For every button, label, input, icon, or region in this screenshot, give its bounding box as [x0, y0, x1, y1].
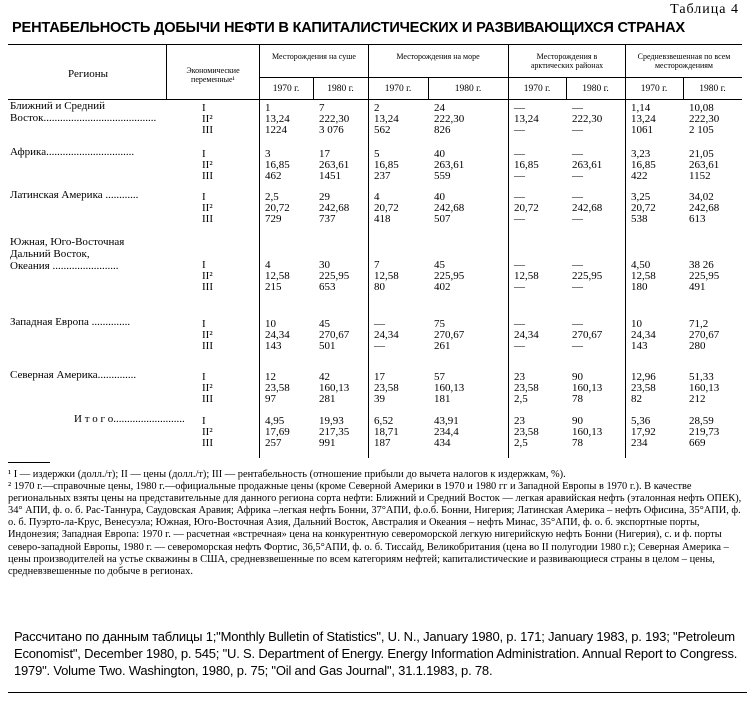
table-cell: 418 [374, 213, 391, 225]
table-cell: 729 [265, 213, 282, 225]
table-cell: 225,95 [319, 270, 350, 282]
table-cell: — [572, 191, 583, 203]
table-cell: 6,52 [374, 415, 394, 427]
table-cell: 13,24 [374, 113, 399, 125]
table-cell: 1152 [689, 170, 711, 182]
table-cell: 20,72 [631, 202, 656, 214]
table-cell: 4 [265, 259, 271, 271]
table-cell: 181 [434, 393, 451, 405]
table-cell: 263,61 [689, 159, 720, 171]
table-cell: 225,95 [572, 270, 603, 282]
table-cell: 12,96 [631, 371, 656, 383]
table-cell: 38 26 [689, 259, 714, 271]
table-cell: 270,67 [572, 329, 603, 341]
table-cell: 78 [572, 393, 583, 405]
header-year: 1980 г. [582, 84, 609, 94]
table-cell: 234 [631, 437, 648, 449]
table-cell: 10 [265, 318, 276, 330]
table-cell: 234,4 [434, 426, 459, 438]
table-cell: — [572, 102, 583, 114]
table-cell: 18,71 [374, 426, 399, 438]
table-cell: 40 [434, 148, 445, 160]
table-cell: 187 [374, 437, 391, 449]
table-cell: 23,58 [514, 426, 539, 438]
table-cell: 16,85 [265, 159, 290, 171]
table-cell: 2,5 [514, 393, 528, 405]
table-cell: 2 [374, 102, 380, 114]
var-label: III [202, 170, 213, 182]
table-cell: — [572, 170, 583, 182]
table-cell: 23 [514, 415, 525, 427]
table-cell: 1 [265, 102, 271, 114]
header-group-weighted: Средневзвешенная по всем месторождениям [637, 52, 731, 70]
table-cell: 991 [319, 437, 336, 449]
table-cell: 51,33 [689, 371, 714, 383]
table-cell: 57 [434, 371, 445, 383]
table-cell: 2 105 [689, 124, 714, 136]
table-cell: 43,91 [434, 415, 459, 427]
var-label: I [202, 148, 206, 160]
footnote-2: ² 1970 г.—справочные цены, 1980 г.—официальные продажные цены (кроме Северной Америки в 1970 и 1980 гг и Западной Европы в 1970 г.). В качестве региональных взяты цены на представительные для данного региона сорта нефти: Ближний и Средний Восток — легкая аравийская нефть (эталонная нефть ОПЕК), 34° АПИ, ф. о. б. Рас-Таннура, Саудовская Аравия; Африка –легкая нефть Бонни, 37°АПИ, ф.о.б. Бонни, Нигерия; Латинская Америка – нефть Офисина, 35°АПИ, ф. о. б. Пуэрто-ла-Крус, Венесуэла; Южная, Юго-Восточная Азия, Дальний Восток, Австралия и Океания – нефть Минас, 35°АПИ, ф. о. б. экспортные порты, Индонезия; Западная Европа: 1970 г. — расчетная «встречная» цена на конкурентную североморской легкую нигерийскую нефть Бонни (Нигерия), с. и ф. порты северо-западной Европы, 1980 г. — североморская нефть Фортис, 36,5°АПИ, ф. о. б. Тиссайд, Великобритания (цена во II полугодии 1980 г.); Северная Америка – цены производителей на устье скважины в США, средневзвешенные по всем категориям нефтей; капиталистические и развивающиеся страны в целом – цены, средневзвешенные по добыче в регионах. [8, 481, 742, 577]
table-cell: 1224 [265, 124, 287, 136]
table-cell: — [514, 213, 525, 225]
table-cell: 225,95 [434, 270, 465, 282]
var-label: II² [202, 270, 213, 282]
table-cell: 270,67 [434, 329, 465, 341]
table-cell: 737 [319, 213, 336, 225]
table-cell: — [514, 259, 525, 271]
header-group-sea: Месторождения на море [396, 52, 480, 61]
region-label: Западная Европа .............. [10, 316, 131, 328]
table-cell: 24 [434, 102, 445, 114]
table-cell: 12,58 [631, 270, 656, 282]
table-cell: 263,61 [319, 159, 350, 171]
table-cell: 24,34 [514, 329, 539, 341]
table-cell: 143 [631, 340, 648, 352]
table-cell: 29 [319, 191, 330, 203]
table-cell: — [572, 148, 583, 160]
var-label: III [202, 340, 213, 352]
table-cell: 28,59 [689, 415, 714, 427]
table-cell: — [514, 318, 525, 330]
data-table [8, 44, 742, 458]
table-cell: 562 [374, 124, 391, 136]
table-cell: 242,68 [689, 202, 720, 214]
table-cell: 263,61 [434, 159, 465, 171]
table-cell: 40 [434, 191, 445, 203]
table-cell: 160,13 [434, 382, 465, 394]
table-cell: 20,72 [374, 202, 399, 214]
table-cell: 160,13 [689, 382, 720, 394]
table-cell: 422 [631, 170, 648, 182]
var-label: I [202, 191, 206, 203]
table-cell: 3,23 [631, 148, 651, 160]
region-label: Южная, Юго-Восточная [10, 236, 125, 248]
table-cell: 5 [374, 148, 380, 160]
table-cell: — [572, 259, 583, 271]
var-label: I [202, 415, 206, 427]
table-cell: 507 [434, 213, 451, 225]
table-cell: 12 [265, 371, 276, 383]
table-cell: 669 [689, 437, 706, 449]
table-cell: 7 [319, 102, 325, 114]
table-cell: 10,08 [689, 102, 714, 114]
table-cell: 242,68 [572, 202, 603, 214]
header-group-land: Месторождения на суше [272, 52, 356, 61]
table-cell: 20,72 [514, 202, 539, 214]
table-cell: 34,02 [689, 191, 714, 203]
table-number: Таблица 4 [670, 2, 739, 17]
var-label: I [202, 102, 206, 114]
table-cell: 12,58 [265, 270, 290, 282]
table-cell: 5,36 [631, 415, 651, 427]
table-cell: 826 [434, 124, 451, 136]
table-cell: 225,95 [689, 270, 720, 282]
table-cell: 501 [319, 340, 336, 352]
table-title: РЕНТАБЕЛЬНОСТЬ ДОБЫЧИ НЕФТИ В КАПИТАЛИСТИЧЕСКИХ И РАЗВИВАЮЩИХСЯ СТРАНАХ [12, 20, 685, 36]
table-cell: 270,67 [319, 329, 350, 341]
table-cell: 16,85 [631, 159, 656, 171]
region-label: Восток......................................... [10, 112, 157, 124]
header-year: 1980 г. [327, 84, 354, 94]
table-cell: 12,58 [514, 270, 539, 282]
var-label: III [202, 437, 213, 449]
region-label: Латинская Америка ............ [10, 189, 139, 201]
table-cell: 3 076 [319, 124, 344, 136]
table-cell: 24,34 [631, 329, 656, 341]
table-cell: 39 [374, 393, 385, 405]
table-cell: — [514, 191, 525, 203]
table-cell: 42 [319, 371, 330, 383]
table-cell: 80 [374, 281, 385, 293]
var-label: II² [202, 382, 213, 394]
table-cell: 17,92 [631, 426, 656, 438]
table-cell: 2,5 [265, 191, 279, 203]
table-cell: 3,25 [631, 191, 651, 203]
table-cell: 462 [265, 170, 282, 182]
table-cell: — [374, 318, 385, 330]
table-cell: 402 [434, 281, 451, 293]
table-cell: 1451 [319, 170, 341, 182]
table-cell: 78 [572, 437, 583, 449]
table-cell: 270,67 [689, 329, 720, 341]
table-cell: 160,13 [572, 426, 603, 438]
table-cell: 17,69 [265, 426, 290, 438]
table-cell: — [514, 102, 525, 114]
table-cell: 1061 [631, 124, 653, 136]
table-cell: 280 [689, 340, 706, 352]
table-cell: 222,30 [319, 113, 350, 125]
region-label: Океания ........................ [10, 260, 119, 272]
var-label: III [202, 281, 213, 293]
region-label: Северная Америка.............. [10, 369, 137, 381]
table-cell: 160,13 [572, 382, 603, 394]
table-cell: 16,85 [374, 159, 399, 171]
var-label: III [202, 393, 213, 405]
table-cell: 45 [434, 259, 445, 271]
header-year: 1970 г. [384, 84, 412, 94]
header-regions: Регионы [68, 68, 109, 80]
table-cell: 261 [434, 340, 451, 352]
table-cell: 281 [319, 393, 336, 405]
var-label: I [202, 259, 206, 271]
table-cell: 16,85 [514, 159, 539, 171]
table-cell: — [514, 340, 525, 352]
table-cell: 23,58 [374, 382, 399, 394]
table-cell: 222,30 [434, 113, 465, 125]
table-cell: 242,68 [434, 202, 465, 214]
var-label: II² [202, 426, 213, 438]
region-label: И т о г о.......................... [74, 413, 185, 425]
header-group-arctic: Месторождения в арктических районах [530, 52, 604, 70]
table-cell: 4,50 [631, 259, 651, 271]
table-cell: 24,34 [374, 329, 399, 341]
table-cell: 17 [319, 148, 330, 160]
table-cell: 222,30 [689, 113, 720, 125]
header-econ-vars: Экономические переменные¹ [186, 66, 240, 84]
source-note: Рассчитано по данным таблицы 1;"Monthly Bulletin of Statistics", U. N., January 1980, p. 171; January 1983, p. 193; "Petroleum Economist", December 1980, p. 545; "U. S. Department of Energy. Energy Information Administration. Annual Report to Congress. 1979". Volume Two. Washington, 1980, p. 75; "Oil and Gas Journal", 31.1.1983, p. 78. [14, 629, 738, 678]
table-cell: 45 [319, 318, 330, 330]
table-cell: 20,72 [265, 202, 290, 214]
footnote-1: ¹ I — издержки (долл./т); II — цены (долл./т); III — рентабельность (отношение прибыли до вычета налогов к издержкам, %). [8, 469, 566, 480]
table-cell: 143 [265, 340, 282, 352]
table-cell: 24,34 [265, 329, 290, 341]
table-cell: 90 [572, 415, 583, 427]
table-cell: 23 [514, 371, 525, 383]
table-cell: 13,24 [265, 113, 290, 125]
table-cell: — [572, 213, 583, 225]
table-cell: 242,68 [319, 202, 350, 214]
table-cell: 71,2 [689, 318, 709, 330]
table-cell: 180 [631, 281, 648, 293]
table-cell: 4,95 [265, 415, 285, 427]
table-cell: 653 [319, 281, 336, 293]
table-cell: — [572, 340, 583, 352]
table-cell: — [514, 281, 525, 293]
table-cell: 13,24 [514, 113, 539, 125]
table-cell: 17 [374, 371, 385, 383]
table-cell: 12,58 [374, 270, 399, 282]
var-label: II² [202, 113, 213, 125]
table-cell: 434 [434, 437, 451, 449]
table-cell: 222,30 [572, 113, 603, 125]
table-cell: 215 [265, 281, 282, 293]
table-cell: 217,35 [319, 426, 350, 438]
table-cell: 263,61 [572, 159, 603, 171]
header-year: 1970 г. [272, 84, 300, 94]
table-cell: 538 [631, 213, 648, 225]
table-cell: 10 [631, 318, 642, 330]
region-label: Ближний и Средний [10, 100, 106, 112]
table-cell: 257 [265, 437, 282, 449]
table-cell: 21,05 [689, 148, 714, 160]
table-cell: 1,14 [631, 102, 651, 114]
table-cell: 212 [689, 393, 706, 405]
table-cell: 30 [319, 259, 330, 271]
var-label: I [202, 318, 206, 330]
var-label: I [202, 371, 206, 383]
region-label: Африка................................ [10, 146, 135, 158]
table-cell: 2,5 [514, 437, 528, 449]
table-cell: — [572, 318, 583, 330]
table-cell: 82 [631, 393, 642, 405]
table-cell: — [572, 281, 583, 293]
header-year: 1980 г. [699, 84, 726, 94]
footnotes [8, 469, 748, 578]
header-year: 1970 г. [640, 84, 668, 94]
region-label: Дальний Восток, [10, 248, 90, 260]
table-cell: 613 [689, 213, 706, 225]
table-cell: 23,58 [514, 382, 539, 394]
table-cell: 219,73 [689, 426, 720, 438]
table-cell: — [374, 340, 385, 352]
table-cell: 491 [689, 281, 706, 293]
var-label: II² [202, 159, 213, 171]
table-cell: — [514, 148, 525, 160]
var-label: III [202, 213, 213, 225]
table-cell: 3 [265, 148, 271, 160]
table-cell: 13,24 [631, 113, 656, 125]
table-cell: 97 [265, 393, 276, 405]
header-year: 1980 г. [454, 84, 482, 94]
header-year: 1970 г. [523, 84, 551, 94]
var-label: III [202, 124, 213, 136]
table-cell: 4 [374, 191, 380, 203]
var-label: II² [202, 329, 213, 341]
table-cell: 7 [374, 259, 380, 271]
table-cell: 23,58 [631, 382, 656, 394]
table-cell: — [572, 124, 583, 136]
table-cell: 19,93 [319, 415, 344, 427]
table-cell: 237 [374, 170, 391, 182]
table-cell: — [514, 170, 525, 182]
table-cell: 90 [572, 371, 583, 383]
table-cell: 75 [434, 318, 445, 330]
table-cell: 559 [434, 170, 451, 182]
var-label: II² [202, 202, 213, 214]
table-cell: 160,13 [319, 382, 350, 394]
table-cell: 23,58 [265, 382, 290, 394]
table-cell: — [514, 124, 525, 136]
